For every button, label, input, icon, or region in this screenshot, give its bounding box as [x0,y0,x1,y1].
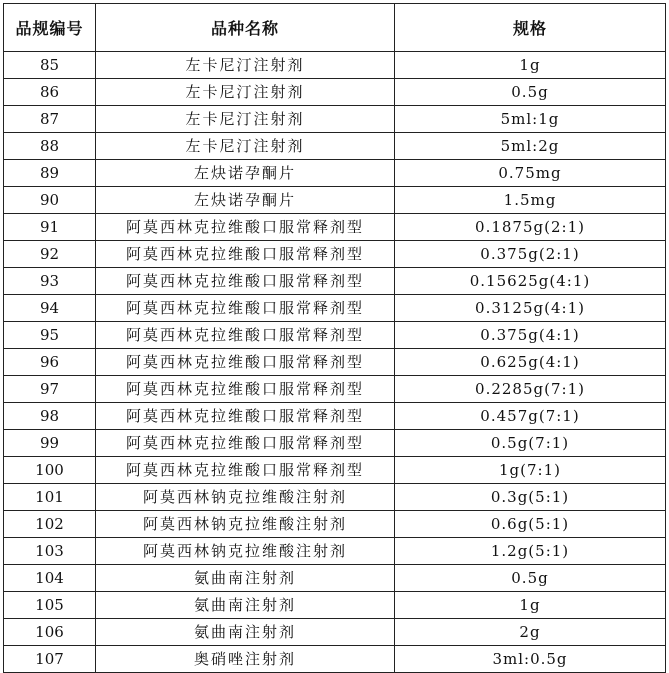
cell-spec: 0.375g(2:1) [395,241,666,268]
cell-code: 98 [4,403,96,430]
table-row [4,565,666,592]
cell-spec: 1g [395,52,666,79]
table-row [4,619,666,646]
cell-name: 阿莫西林钠克拉维酸注射剂 [96,484,395,511]
table-row [4,484,666,511]
cell-code: 85 [4,52,96,79]
cell-name: 左卡尼汀注射剂 [96,106,395,133]
cell-code: 104 [4,565,96,592]
cell-spec: 0.75mg [395,160,666,187]
table-row [4,376,666,403]
cell-name: 阿莫西林克拉维酸口服常释剂型 [96,457,395,484]
table-row [4,79,666,106]
cell-name: 左卡尼汀注射剂 [96,79,395,106]
cell-spec: 0.457g(7:1) [395,403,666,430]
table-row [4,322,666,349]
cell-name: 阿莫西林克拉维酸口服常释剂型 [96,214,395,241]
cell-code: 96 [4,349,96,376]
cell-spec: 0.6g(5:1) [395,511,666,538]
table-row [4,241,666,268]
cell-code: 103 [4,538,96,565]
table-row [4,106,666,133]
table-row [4,646,666,673]
table-row [4,457,666,484]
cell-name: 阿莫西林克拉维酸口服常释剂型 [96,322,395,349]
cell-code: 105 [4,592,96,619]
table-row [4,349,666,376]
cell-spec: 0.5g [395,565,666,592]
table-row [4,538,666,565]
cell-code: 94 [4,295,96,322]
cell-name: 奥硝唑注射剂 [96,646,395,673]
table-body [4,52,666,673]
cell-name: 阿莫西林克拉维酸口服常释剂型 [96,349,395,376]
header-spec: 规格 [395,4,666,52]
cell-spec: 1.5mg [395,187,666,214]
cell-name: 左卡尼汀注射剂 [96,52,395,79]
table-row [4,160,666,187]
cell-spec: 1.2g(5:1) [395,538,666,565]
cell-name: 左卡尼汀注射剂 [96,133,395,160]
cell-name: 阿莫西林克拉维酸口服常释剂型 [96,241,395,268]
table-row [4,52,666,79]
cell-code: 102 [4,511,96,538]
cell-code: 86 [4,79,96,106]
cell-name: 阿莫西林钠克拉维酸注射剂 [96,511,395,538]
cell-code: 100 [4,457,96,484]
header-code: 品规编号 [4,4,96,52]
cell-spec: 3ml:0.5g [395,646,666,673]
cell-code: 99 [4,430,96,457]
cell-code: 91 [4,214,96,241]
cell-spec: 0.3125g(4:1) [395,295,666,322]
cell-name: 阿莫西林克拉维酸口服常释剂型 [96,295,395,322]
cell-code: 107 [4,646,96,673]
cell-spec: 5ml:1g [395,106,666,133]
cell-code: 95 [4,322,96,349]
cell-name: 阿莫西林克拉维酸口服常释剂型 [96,403,395,430]
drug-spec-table [3,3,666,673]
table-header-row [4,4,666,52]
cell-spec: 0.375g(4:1) [395,322,666,349]
cell-spec: 2g [395,619,666,646]
cell-spec: 0.15625g(4:1) [395,268,666,295]
cell-name: 氨曲南注射剂 [96,592,395,619]
cell-code: 88 [4,133,96,160]
cell-code: 106 [4,619,96,646]
cell-spec: 0.5g [395,79,666,106]
cell-name: 氨曲南注射剂 [96,619,395,646]
cell-name: 左炔诺孕酮片 [96,187,395,214]
cell-name: 阿莫西林克拉维酸口服常释剂型 [96,268,395,295]
cell-code: 97 [4,376,96,403]
cell-spec: 5ml:2g [395,133,666,160]
table-row [4,187,666,214]
cell-code: 101 [4,484,96,511]
cell-code: 87 [4,106,96,133]
cell-spec: 1g [395,592,666,619]
cell-spec: 0.5g(7:1) [395,430,666,457]
table-row [4,268,666,295]
cell-code: 90 [4,187,96,214]
table-row [4,592,666,619]
cell-spec: 0.1875g(2:1) [395,214,666,241]
header-name: 品种名称 [96,4,395,52]
table-row [4,430,666,457]
table-row [4,295,666,322]
cell-code: 93 [4,268,96,295]
cell-spec: 1g(7:1) [395,457,666,484]
cell-spec: 0.3g(5:1) [395,484,666,511]
cell-name: 阿莫西林钠克拉维酸注射剂 [96,538,395,565]
table-row [4,403,666,430]
table-row [4,133,666,160]
cell-code: 92 [4,241,96,268]
cell-code: 89 [4,160,96,187]
cell-name: 阿莫西林克拉维酸口服常释剂型 [96,430,395,457]
table-row [4,511,666,538]
cell-name: 阿莫西林克拉维酸口服常释剂型 [96,376,395,403]
cell-spec: 0.2285g(7:1) [395,376,666,403]
cell-spec: 0.625g(4:1) [395,349,666,376]
table-row [4,214,666,241]
cell-name: 氨曲南注射剂 [96,565,395,592]
cell-name: 左炔诺孕酮片 [96,160,395,187]
